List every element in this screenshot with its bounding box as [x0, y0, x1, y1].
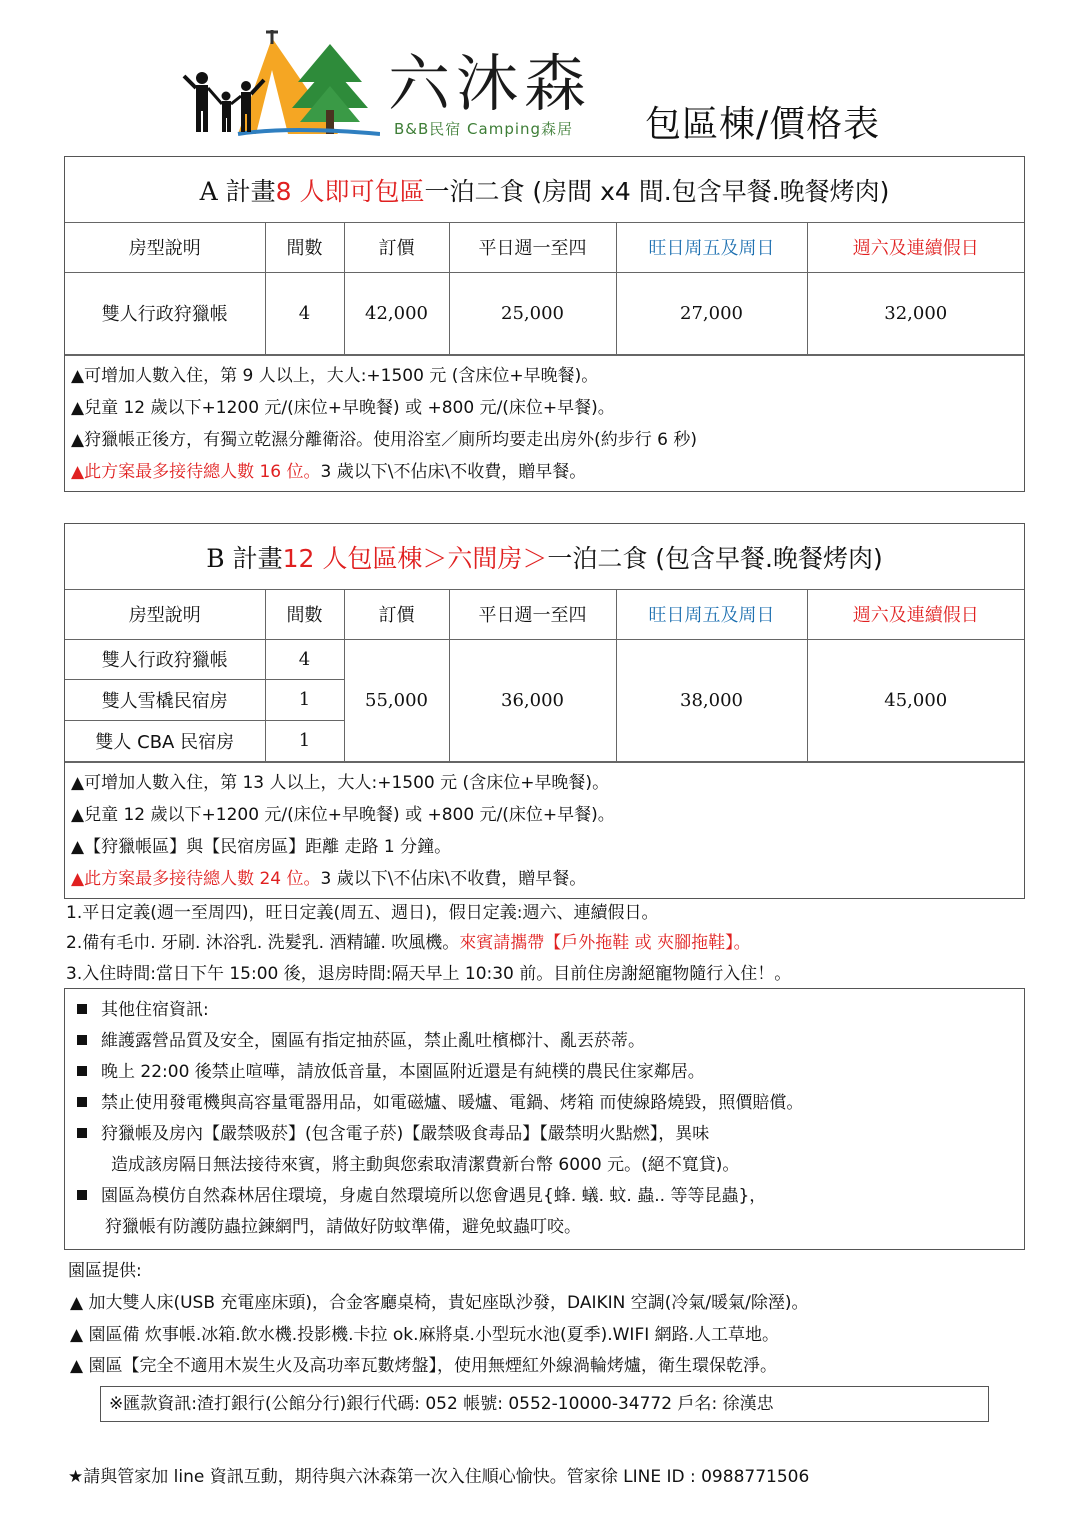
square-bullet-icon: [77, 1035, 87, 1045]
plan-a-notes: [65, 355, 1024, 491]
note-line: ▲此方案最多接待總人數 24 位。3 歲以下\不佔床\不收費，贈早餐。: [71, 868, 587, 889]
facility-line: ▲ 園區【完全不適用木炭生火及高功率瓦數烤盤】，使用無煙紅外線渦輪烤爐，衛生環保乾淨。: [70, 1356, 777, 1376]
brand-name: 六沐森: [388, 47, 593, 120]
general-line-2: 2.備有毛巾. 牙刷. 沐浴乳. 洗髮乳. 酒精罐. 吹風機。來賓請攜帶【戶外拖鞋 或 夾腳拖鞋】。: [66, 933, 751, 953]
col-room-type: 房型說明: [65, 223, 265, 272]
footer-note: ★請與管家加 line 資訊互動，期待與六沐森第一次入住順心愉快。管家徐 LINE ID : 0988771506: [68, 1467, 810, 1487]
info-box: [64, 988, 1025, 1250]
plan-b-notes: [65, 762, 1024, 898]
info-line: 晚上 22:00 後禁止喧嘩，請放低音量，本園區附近還是有純樸的農民住家鄰居。: [77, 1057, 1024, 1088]
col-weekday: 平日週一至四: [449, 223, 616, 272]
note-line: ▲【狩獵帳區】與【民宿房區】距離 走路 1 分鐘。: [71, 836, 452, 857]
info-line: 其他住宿資訊:: [77, 995, 1024, 1026]
col-count: 間數: [265, 223, 344, 272]
col-list-price: 訂價: [344, 590, 449, 639]
col-weekday: 平日週一至四: [449, 590, 616, 639]
square-bullet-icon: [77, 1004, 87, 1014]
plan-a-title: A 計畫 8 人即可包區 一泊二食 (房間 x4 間.包含早餐.晚餐烤肉): [65, 157, 1024, 223]
brand-subtitle: B&B民宿 Camping森居: [394, 120, 574, 138]
info-line: 造成該房隔日無法接待來賓，將主動與您索取清潔費新台幣 6000 元。(絕不寬貸)。: [111, 1155, 740, 1175]
plan-b-box: [64, 523, 1025, 899]
info-line: 維護露營品質及安全，園區有指定抽菸區，禁止亂吐檳榔汁、亂丟菸蒂。: [77, 1026, 1024, 1057]
note-line: ▲此方案最多接待總人數 16 位。3 歲以下\不佔床\不收費，贈早餐。: [71, 461, 587, 482]
facilities-title: 園區提供:: [68, 1261, 142, 1281]
facility-line: ▲ 園區備 炊事帳.冰箱.飲水機.投影機.卡拉 ok.麻將桌.小型玩水池(夏季).WIFI 網路.人工草地。: [70, 1325, 780, 1345]
note-line: ▲可增加人數入住，第 9 人以上，大人:+1500 元 (含床位+早晚餐)。: [71, 365, 599, 386]
col-list-price: 訂價: [344, 223, 449, 272]
plan-b-title: B 計畫 12 人包區棟＞六間房＞ 一泊二食 (包含早餐.晚餐烤肉): [65, 524, 1024, 590]
col-room-type: 房型說明: [65, 590, 265, 639]
plan-a-price-table: [65, 223, 1024, 355]
doc-title: 包區棟/價格表: [645, 104, 881, 145]
general-line-3: 3.入住時間:當日下午 15:00 後，退房時間:隔天早上 10:30 前。目前住房謝絕寵物隨行入住！。: [66, 964, 792, 984]
info-line: 狩獵帳有防護防蟲拉鍊網門，請做好防蚊準備，避免蚊蟲叮咬。: [105, 1217, 581, 1237]
square-bullet-icon: [77, 1066, 87, 1076]
facility-line: ▲ 加大雙人床(USB 充電座床頭)，合金客廳桌椅，貴妃座臥沙發，DAIKIN 空調(冷氣/暖氣/除溼)。: [70, 1293, 809, 1313]
note-line: ▲可增加人數入住，第 13 人以上，大人:+1500 元 (含床位+早晚餐)。: [71, 772, 610, 793]
camping-logo-icon: [180, 30, 380, 140]
note-line: ▲狩獵帳正後方，有獨立乾濕分離衛浴。使用浴室／廁所均要走出房外(約步行 6 秒): [71, 429, 697, 450]
col-peak: 旺日周五及周日: [616, 223, 807, 272]
col-holiday: 週六及連續假日: [807, 223, 1024, 272]
info-line: 狩獵帳及房內【嚴禁吸菸】(包含電子菸)【嚴禁吸食毒品】【嚴禁明火點燃】，異味: [77, 1119, 1024, 1150]
table-row: 雙人雪橇民宿房 1: [65, 679, 1024, 720]
bank-info: ※匯款資訊:渣打銀行(公館分行)銀行代碼: 052 帳號: 0552-10000-34772 戶名: 徐漢忠: [100, 1386, 989, 1422]
note-line: ▲兒童 12 歲以下+1200 元/(床位+早晚餐) 或 +800 元/(床位+早餐)。: [71, 804, 615, 825]
table-row: 雙人行政狩獵帳 4 42,000 25,000 27,000 32,000: [65, 272, 1024, 354]
info-line: 禁止使用發電機與高容量電器用品，如電磁爐、暖爐、電鍋、烤箱 而使線路燒毀，照價賠償。: [77, 1088, 1024, 1119]
plan-b-price-table: [65, 590, 1024, 762]
plan-a-box: [64, 156, 1025, 492]
square-bullet-icon: [77, 1097, 87, 1107]
square-bullet-icon: [77, 1190, 87, 1200]
general-line-1: 1.平日定義(週一至周四)，旺日定義(周五、週日)，假日定義:週六、連續假日。: [66, 903, 659, 923]
table-row: 雙人 CBA 民宿房 1: [65, 720, 1024, 761]
col-peak: 旺日周五及周日: [616, 590, 807, 639]
col-count: 間數: [265, 590, 344, 639]
note-line: ▲兒童 12 歲以下+1200 元/(床位+早晚餐) 或 +800 元/(床位+早餐)。: [71, 397, 615, 418]
table-row: 雙人行政狩獵帳 4 55,000 36,000 38,000 45,000: [65, 639, 1024, 679]
square-bullet-icon: [77, 1128, 87, 1138]
info-line: 園區為模仿自然森林居住環境，身處自然環境所以您會遇見{蜂. 蟻. 蚊. 蟲.. 等等昆蟲}，: [77, 1181, 1024, 1212]
col-holiday: 週六及連續假日: [807, 590, 1024, 639]
header: [180, 30, 900, 150]
